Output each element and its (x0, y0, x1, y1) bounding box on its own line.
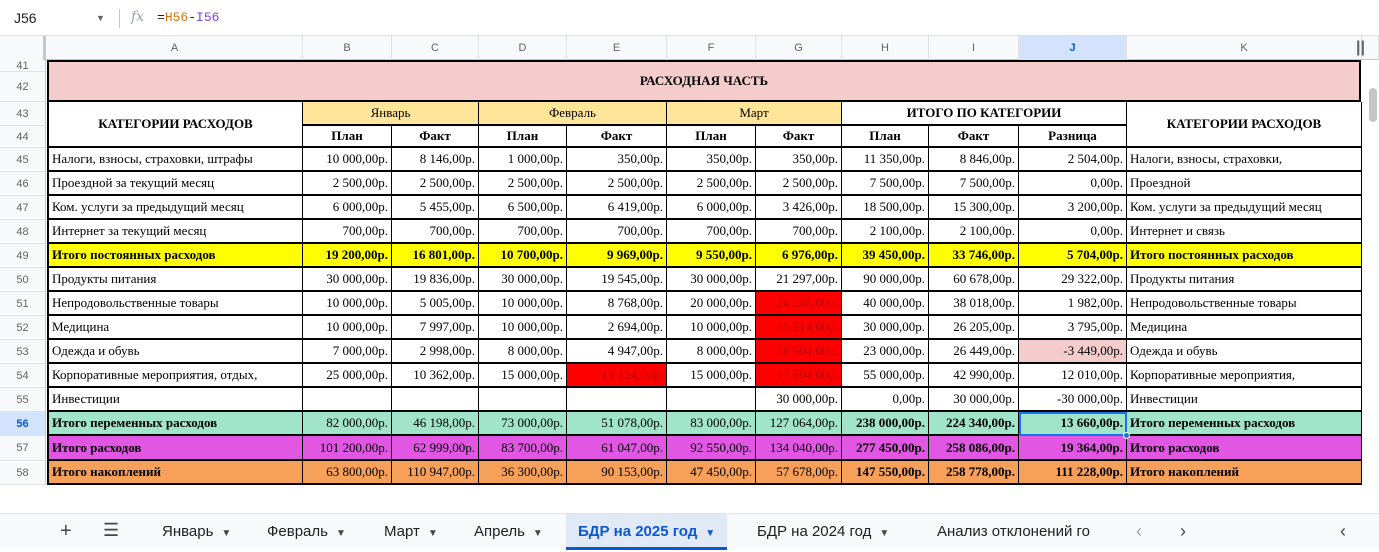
vertical-scrollbar[interactable] (1367, 60, 1379, 513)
section-title: РАСХОДНАЯ ЧАСТЬ (47, 60, 1361, 102)
formula-operator: - (188, 10, 197, 25)
fill-handle[interactable] (1123, 432, 1130, 439)
fact-header[interactable]: Факт (929, 126, 1019, 148)
sheet-tab[interactable] (566, 514, 727, 550)
row-header-41[interactable]: 41 (0, 60, 46, 72)
column-header-f[interactable]: F (667, 36, 756, 60)
value-cell[interactable]: 3 795,00р. (1019, 316, 1127, 340)
value-cell[interactable]: 350,00р. (567, 148, 667, 172)
value-cell[interactable]: 2 998,00р. (392, 340, 479, 364)
value-cell[interactable]: 15 514,00р. (756, 316, 842, 340)
value-cell[interactable]: 5 455,00р. (392, 196, 479, 220)
value-cell[interactable] (479, 388, 567, 412)
chevron-down-icon[interactable]: ▼ (427, 528, 438, 539)
column-header-k[interactable]: K (1127, 36, 1362, 60)
value-cell[interactable]: 2 694,00р. (567, 316, 667, 340)
value-cell[interactable]: 8 000,00р. (667, 340, 756, 364)
value-cell[interactable]: 8 768,00р. (567, 292, 667, 316)
chevron-down-icon[interactable]: ▼ (705, 528, 716, 539)
value-cell[interactable]: 19 545,00р. (567, 268, 667, 292)
row-header-44[interactable]: 44 (0, 126, 46, 148)
row-header-53[interactable]: 53 (0, 340, 46, 364)
value-cell[interactable]: 30 000,00р. (667, 268, 756, 292)
tab-scroll-right-icon[interactable]: › (1180, 521, 1186, 541)
row-label[interactable]: Ком. услуги за предыдущий месяц (47, 196, 303, 220)
value-cell[interactable]: 9 550,00р. (667, 244, 756, 268)
row-header-57[interactable]: 57 (0, 436, 46, 461)
value-cell[interactable]: 23 000,00р. (842, 340, 929, 364)
value-cell[interactable]: 700,00р. (667, 220, 756, 244)
add-sheet-icon[interactable]: + (60, 520, 72, 542)
value-cell[interactable]: 33 746,00р. (929, 244, 1019, 268)
diff-header[interactable]: Разница (1019, 126, 1127, 148)
category-header[interactable]: КАТЕГОРИИ РАСХОДОВ (47, 102, 303, 148)
value-cell[interactable]: 26 205,00р. (929, 316, 1019, 340)
value-cell[interactable]: 55 000,00р. (842, 364, 929, 388)
value-cell[interactable]: 25 000,00р. (303, 364, 392, 388)
row-label[interactable]: Инвестиции (1127, 388, 1362, 412)
formula-bar-divider (119, 9, 120, 28)
value-cell[interactable]: 6 000,00р. (303, 196, 392, 220)
value-cell[interactable]: 224 340,00р. (929, 412, 1019, 436)
value-cell[interactable]: 110 947,00р. (392, 461, 479, 485)
value-cell[interactable]: 700,00р. (567, 220, 667, 244)
value-cell[interactable]: 7 500,00р. (842, 172, 929, 196)
row-label[interactable]: Корпоративные мероприятия, отдых, (47, 364, 303, 388)
month-header-0[interactable]: Январь (303, 102, 479, 126)
row-header-52[interactable]: 52 (0, 316, 46, 340)
row-header-56[interactable]: 56 (0, 412, 46, 436)
value-cell[interactable]: 101 200,00р. (303, 436, 392, 461)
value-cell[interactable]: 8 846,00р. (929, 148, 1019, 172)
row-header-51[interactable]: 51 (0, 292, 46, 316)
value-cell[interactable]: 700,00р. (479, 220, 567, 244)
fx-icon: fx (131, 9, 145, 25)
value-cell[interactable]: 16 801,00р. (392, 244, 479, 268)
row-label[interactable]: Итого постоянных расходов (1127, 244, 1362, 268)
value-cell[interactable]: 15 124,00р. (567, 364, 667, 388)
row-label[interactable]: Итого переменных расходов (47, 412, 303, 436)
row-label[interactable]: Итого расходов (47, 436, 303, 461)
row-header-58[interactable]: 58 (0, 461, 46, 485)
value-cell[interactable]: 2 100,00р. (842, 220, 929, 244)
value-cell[interactable]: 12 010,00р. (1019, 364, 1127, 388)
row-label[interactable]: Налоги, взносы, страховки, штрафы (47, 148, 303, 172)
value-cell[interactable]: 2 100,00р. (929, 220, 1019, 244)
value-cell[interactable]: 134 040,00р. (756, 436, 842, 461)
value-cell[interactable]: 82 000,00р. (303, 412, 392, 436)
value-cell[interactable]: 10 700,00р. (479, 244, 567, 268)
value-cell[interactable]: 238 000,00р. (842, 412, 929, 436)
value-cell[interactable]: 127 064,00р. (756, 412, 842, 436)
value-cell[interactable]: 3 200,00р. (1019, 196, 1127, 220)
row-header-55[interactable]: 55 (0, 388, 46, 412)
value-cell[interactable]: 15 000,00р. (479, 364, 567, 388)
value-cell[interactable]: 90 153,00р. (567, 461, 667, 485)
fact-header[interactable]: Факт (567, 126, 667, 148)
value-cell[interactable]: 1 982,00р. (1019, 292, 1127, 316)
sheet-tab[interactable] (925, 514, 1102, 550)
value-cell[interactable]: 17 504,00р. (756, 364, 842, 388)
plan-header[interactable]: План (303, 126, 392, 148)
value-cell[interactable]: 10 000,00р. (303, 292, 392, 316)
value-cell[interactable]: 90 000,00р. (842, 268, 929, 292)
value-cell[interactable]: 9 969,00р. (567, 244, 667, 268)
value-cell[interactable]: 63 800,00р. (303, 461, 392, 485)
formula-input[interactable] (157, 10, 219, 25)
name-box-dropdown-icon[interactable]: ▼ (96, 13, 105, 23)
value-cell[interactable]: 18 500,00р. (842, 196, 929, 220)
row-header-48[interactable]: 48 (0, 220, 46, 244)
row-label[interactable]: Проездной (1127, 172, 1362, 196)
month-header-1[interactable]: Февраль (479, 102, 667, 126)
column-header-a[interactable]: A (47, 36, 303, 60)
value-cell[interactable]: 18 504,00р. (756, 340, 842, 364)
value-cell[interactable]: 6 419,00р. (567, 196, 667, 220)
value-cell[interactable]: 21 297,00р. (756, 268, 842, 292)
value-cell[interactable]: 29 322,00р. (1019, 268, 1127, 292)
value-cell[interactable]: 2 504,00р. (1019, 148, 1127, 172)
value-cell[interactable] (303, 388, 392, 412)
name-box[interactable]: J56 (14, 10, 37, 26)
value-cell[interactable]: 19 364,00р. (1019, 436, 1127, 461)
value-cell[interactable]: 10 000,00р. (667, 316, 756, 340)
plan-header[interactable]: План (842, 126, 929, 148)
value-cell[interactable]: 39 450,00р. (842, 244, 929, 268)
value-cell[interactable]: 0,00р. (842, 388, 929, 412)
column-header-i[interactable]: I (929, 36, 1019, 60)
plan-header[interactable]: План (479, 126, 567, 148)
value-cell[interactable]: 3 426,00р. (756, 196, 842, 220)
value-cell[interactable]: 24 245,00р. (756, 292, 842, 316)
value-cell[interactable]: 30 000,00р. (929, 388, 1019, 412)
value-cell[interactable]: 83 700,00р. (479, 436, 567, 461)
value-cell[interactable]: 61 047,00р. (567, 436, 667, 461)
row-header-54[interactable]: 54 (0, 364, 46, 388)
row-label[interactable]: Интернет за текущий месяц (47, 220, 303, 244)
value-cell[interactable]: 0,00р. (1019, 172, 1127, 196)
column-header-e[interactable]: E (567, 36, 667, 60)
value-cell[interactable]: 2 500,00р. (667, 172, 756, 196)
row-label[interactable]: Итого переменных расходов (1127, 412, 1362, 436)
value-cell[interactable]: 6 000,00р. (667, 196, 756, 220)
row-label[interactable]: Итого накоплений (47, 461, 303, 485)
row-header-47[interactable]: 47 (0, 196, 46, 220)
value-cell[interactable]: 40 000,00р. (842, 292, 929, 316)
value-cell[interactable]: 7 500,00р. (929, 172, 1019, 196)
value-cell[interactable]: 111 228,00р. (1019, 461, 1127, 485)
value-cell[interactable]: 2 500,00р. (392, 172, 479, 196)
row-label[interactable]: Медицина (47, 316, 303, 340)
value-cell[interactable]: 19 836,00р. (392, 268, 479, 292)
value-cell[interactable]: 8 000,00р. (479, 340, 567, 364)
value-cell[interactable]: 277 450,00р. (842, 436, 929, 461)
value-cell[interactable] (667, 388, 756, 412)
column-header-j[interactable]: J (1019, 36, 1127, 60)
row-header-49[interactable]: 49 (0, 244, 46, 268)
value-cell[interactable]: 350,00р. (756, 148, 842, 172)
freeze-handle-icon[interactable]: || (1356, 39, 1365, 56)
value-cell[interactable]: 258 086,00р. (929, 436, 1019, 461)
value-cell[interactable]: 6 976,00р. (756, 244, 842, 268)
row-label[interactable]: Непродовольственные товары (1127, 292, 1362, 316)
sheet-tab-label: Анализ отклонений го (937, 523, 1091, 540)
row-label[interactable]: Итого постоянных расходов (47, 244, 303, 268)
sheet-tab-label: Апрель (474, 523, 525, 540)
column-header-g[interactable]: G (756, 36, 842, 60)
sheet-tabs-bar (0, 513, 1379, 549)
value-cell[interactable]: 47 450,00р. (667, 461, 756, 485)
value-cell[interactable]: 83 000,00р. (667, 412, 756, 436)
sheet-tab[interactable] (150, 514, 243, 550)
value-cell[interactable]: 30 000,00р. (479, 268, 567, 292)
row-label[interactable]: Корпоративные мероприятия, (1127, 364, 1362, 388)
sheet-tab[interactable] (462, 514, 555, 550)
value-cell[interactable]: 700,00р. (303, 220, 392, 244)
value-cell[interactable]: 2 500,00р. (567, 172, 667, 196)
spreadsheet-grid[interactable] (0, 36, 1379, 513)
value-cell[interactable]: 15 000,00р. (667, 364, 756, 388)
value-cell[interactable]: 258 778,00р. (929, 461, 1019, 485)
sheet-tab[interactable] (255, 514, 358, 550)
row-label[interactable]: Одежда и обувь (1127, 340, 1362, 364)
value-cell[interactable]: 2 500,00р. (756, 172, 842, 196)
value-cell[interactable]: 92 550,00р. (667, 436, 756, 461)
value-cell[interactable]: 46 198,00р. (392, 412, 479, 436)
value-cell[interactable]: -3 449,00р. (1019, 340, 1127, 364)
value-cell[interactable]: 700,00р. (392, 220, 479, 244)
value-cell[interactable]: 7 997,00р. (392, 316, 479, 340)
formula-equals: = (157, 10, 165, 25)
column-header-c[interactable]: C (392, 36, 479, 60)
row-label[interactable]: Итого расходов (1127, 436, 1362, 461)
row-label[interactable]: Непродовольственные товары (47, 292, 303, 316)
selected-cell[interactable]: 13 660,00р. (1019, 412, 1127, 436)
value-cell[interactable]: 7 000,00р. (303, 340, 392, 364)
total-by-category-header[interactable]: ИТОГО ПО КАТЕГОРИИ (842, 102, 1127, 126)
value-cell[interactable]: 10 000,00р. (303, 148, 392, 172)
row-label[interactable]: Интернет и связь (1127, 220, 1362, 244)
sheet-tab[interactable] (745, 514, 901, 550)
row-label[interactable]: Одежда и обувь (47, 340, 303, 364)
value-cell[interactable]: 62 999,00р. (392, 436, 479, 461)
sheet-tab-label: Март (384, 523, 420, 540)
formula-bar (0, 0, 1379, 36)
value-cell[interactable]: 11 350,00р. (842, 148, 929, 172)
chevron-down-icon[interactable]: ▼ (335, 528, 346, 539)
value-cell[interactable]: 57 678,00р. (756, 461, 842, 485)
value-cell[interactable]: 73 000,00р. (479, 412, 567, 436)
value-cell[interactable]: 10 000,00р. (479, 292, 567, 316)
collapse-side-panel-icon[interactable]: ‹ (1340, 521, 1346, 541)
column-header-b[interactable]: B (303, 36, 392, 60)
value-cell[interactable]: 147 550,00р. (842, 461, 929, 485)
value-cell[interactable]: 51 078,00р. (567, 412, 667, 436)
all-sheets-icon[interactable]: ☰ (103, 520, 120, 540)
value-cell[interactable]: 2 500,00р. (303, 172, 392, 196)
value-cell[interactable]: 26 449,00р. (929, 340, 1019, 364)
value-cell[interactable]: 38 018,00р. (929, 292, 1019, 316)
row-label[interactable]: Инвестиции (47, 388, 303, 412)
column-header-d[interactable]: D (479, 36, 567, 60)
value-cell[interactable]: 5 704,00р. (1019, 244, 1127, 268)
row-label[interactable]: Налоги, взносы, страховки, (1127, 148, 1362, 172)
chevron-down-icon[interactable]: ▼ (532, 528, 543, 539)
sheet-tab-label: Январь (162, 523, 214, 540)
row-header-42[interactable]: 42 (0, 72, 46, 102)
value-cell[interactable]: 2 500,00р. (479, 172, 567, 196)
sheet-tab-label: Февраль (267, 523, 328, 540)
select-all-corner[interactable] (0, 36, 46, 60)
value-cell[interactable]: 42 990,00р. (929, 364, 1019, 388)
formula-ref-1: H56 (164, 10, 189, 25)
value-cell[interactable]: 30 000,00р. (756, 388, 842, 412)
value-cell[interactable]: 20 000,00р. (667, 292, 756, 316)
value-cell[interactable]: 350,00р. (667, 148, 756, 172)
row-label[interactable]: Проездной за текущий месяц (47, 172, 303, 196)
value-cell[interactable]: 10 000,00р. (479, 316, 567, 340)
vertical-scroll-thumb[interactable] (1369, 88, 1377, 122)
row-header-50[interactable]: 50 (0, 268, 46, 292)
column-header-h[interactable]: H (842, 36, 929, 60)
sheet-tab[interactable] (372, 514, 450, 550)
category-header-right[interactable]: КАТЕГОРИИ РАСХОДОВ (1127, 102, 1362, 148)
row-label[interactable]: Продукты питания (1127, 268, 1362, 292)
value-cell[interactable]: 0,00р. (1019, 220, 1127, 244)
plan-header[interactable]: План (667, 126, 756, 148)
value-cell[interactable]: 19 200,00р. (303, 244, 392, 268)
value-cell[interactable] (567, 388, 667, 412)
value-cell[interactable]: 15 300,00р. (929, 196, 1019, 220)
formula-ref-2: I56 (196, 10, 220, 25)
row-header-45[interactable]: 45 (0, 148, 46, 172)
chevron-down-icon[interactable]: ▼ (221, 528, 232, 539)
value-cell[interactable]: 4 947,00р. (567, 340, 667, 364)
value-cell[interactable]: 30 000,00р. (842, 316, 929, 340)
column-header-row (0, 36, 1379, 60)
row-label[interactable]: Итого накоплений (1127, 461, 1362, 485)
chevron-down-icon[interactable]: ▼ (879, 528, 890, 539)
month-header-2[interactable]: Март (667, 102, 842, 126)
value-cell[interactable]: 5 005,00р. (392, 292, 479, 316)
value-cell[interactable]: 1 000,00р. (479, 148, 567, 172)
sheet-tab-label: БДР на 2024 год (757, 523, 872, 540)
row-label[interactable]: Медицина (1127, 316, 1362, 340)
tab-scroll-left-icon[interactable]: ‹ (1136, 521, 1142, 541)
value-cell[interactable]: 700,00р. (756, 220, 842, 244)
value-cell[interactable]: 6 500,00р. (479, 196, 567, 220)
fact-header[interactable]: Факт (756, 126, 842, 148)
row-header-46[interactable]: 46 (0, 172, 46, 196)
fact-header[interactable]: Факт (392, 126, 479, 148)
value-cell[interactable]: 8 146,00р. (392, 148, 479, 172)
value-cell[interactable]: 10 362,00р. (392, 364, 479, 388)
value-cell[interactable]: -30 000,00р. (1019, 388, 1127, 412)
value-cell[interactable]: 30 000,00р. (303, 268, 392, 292)
value-cell[interactable]: 60 678,00р. (929, 268, 1019, 292)
value-cell[interactable] (392, 388, 479, 412)
value-cell[interactable]: 36 300,00р. (479, 461, 567, 485)
sheet-tab-label: БДР на 2025 год (578, 523, 698, 540)
row-header-43[interactable]: 43 (0, 102, 46, 126)
row-label[interactable]: Продукты питания (47, 268, 303, 292)
value-cell[interactable]: 10 000,00р. (303, 316, 392, 340)
row-label[interactable]: Ком. услуги за предыдущий месяц (1127, 196, 1362, 220)
